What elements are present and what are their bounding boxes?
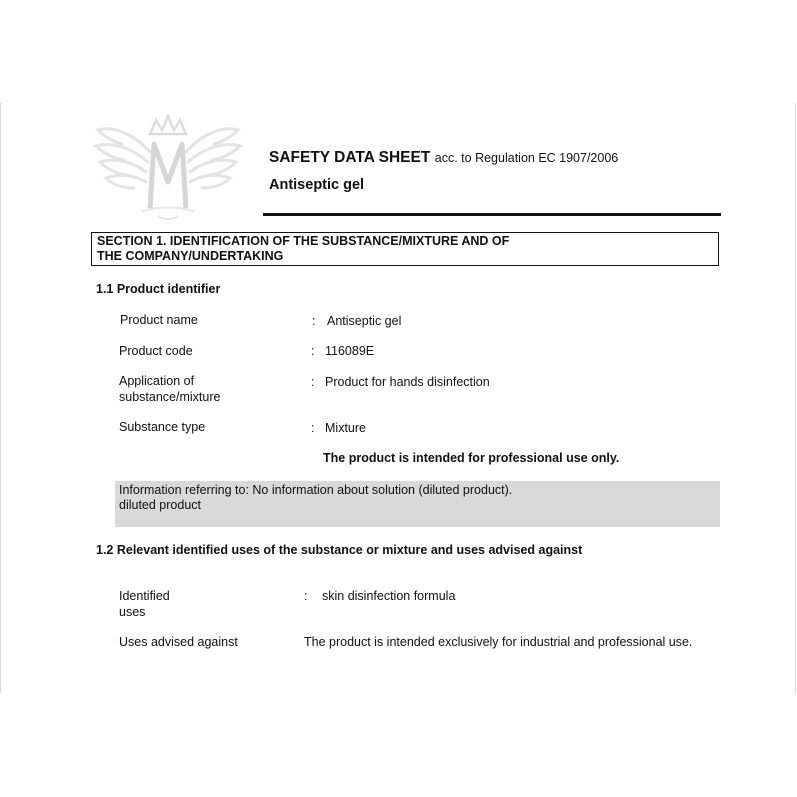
application-value: Product for hands disinfection <box>325 375 490 389</box>
regulation-reference: acc. to Regulation EC 1907/2006 <box>434 151 619 165</box>
identified-uses-label-line-1: Identified <box>119 589 170 603</box>
identified-uses-value: skin disinfection formula <box>322 589 456 603</box>
professional-use-note: The product is intended for professional use only. <box>323 451 620 465</box>
identified-uses-label-line-2: uses <box>119 605 146 619</box>
section-1-title-line-1: SECTION 1. IDENTIFICATION OF THE SUBSTANCE/MIXTURE AND OF <box>97 234 510 248</box>
product-name-colon: : <box>312 314 316 328</box>
uses-advised-against-label: Uses advised against <box>119 635 238 649</box>
application-colon: : <box>311 375 315 389</box>
application-label-line-1: Application of <box>119 374 195 388</box>
product-code-colon: : <box>311 344 315 358</box>
section-1-title-line-2: THE COMPANY/UNDERTAKING <box>97 249 284 263</box>
product-code-label: Product code <box>119 344 193 358</box>
product-heading: Antiseptic gel <box>269 177 365 193</box>
application-label-line-2: substance/mixture <box>119 390 221 404</box>
document-title <box>269 149 618 167</box>
information-line-1: Information referring to: No information about solution (diluted product). <box>119 483 513 497</box>
uses-advised-against-value: The product is intended exclusively for industrial and professional use. <box>304 635 693 649</box>
section-1-title-box <box>91 232 719 266</box>
winged-monogram-logo-icon <box>92 112 244 224</box>
substance-type-value: Mixture <box>325 421 366 435</box>
product-name-value: Antiseptic gel <box>327 314 402 328</box>
header-rule <box>263 213 721 216</box>
page-edge-left <box>0 103 1 693</box>
substance-type-label: Substance type <box>119 420 206 434</box>
product-code-value: 116089E <box>325 344 375 358</box>
product-identifier-heading: 1.1 Product identifier <box>96 282 221 296</box>
document-title-main: SAFETY DATA SHEET <box>269 149 431 166</box>
page-edge-right <box>795 103 796 693</box>
substance-type-colon: : <box>311 421 315 435</box>
product-name-label: Product name <box>120 313 198 327</box>
information-box <box>115 481 720 527</box>
identified-uses-colon: : <box>304 589 308 603</box>
information-line-2: diluted product <box>119 498 202 512</box>
relevant-uses-heading: 1.2 Relevant identified uses of the substance or mixture and uses advised against <box>96 543 583 557</box>
